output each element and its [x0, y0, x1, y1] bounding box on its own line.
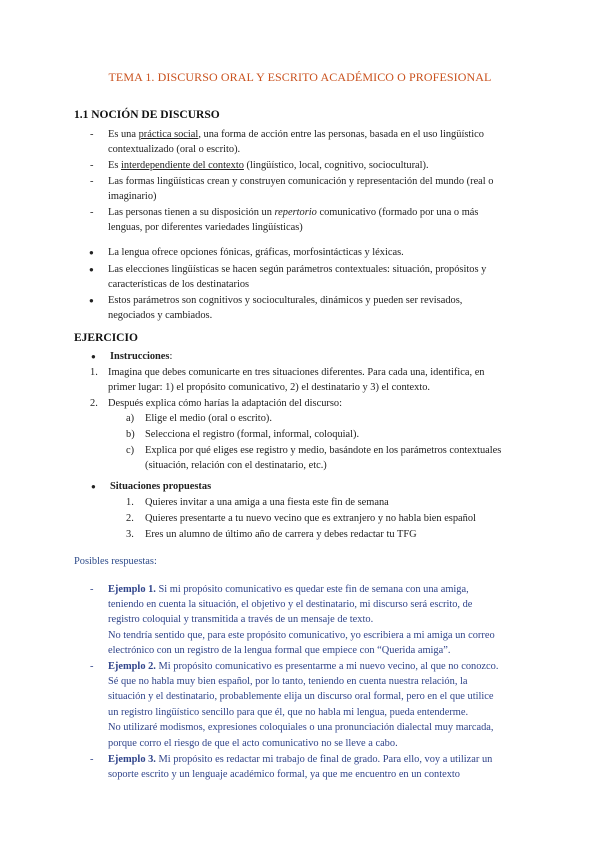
document-title: TEMA 1. DISCURSO ORAL Y ESCRITO ACADÉMICO O PROFESIONAL — [108, 70, 492, 84]
bullet-marker: ● — [89, 296, 94, 305]
dash-marker: - — [90, 160, 94, 171]
dash-item-3-line-2: imaginario) — [108, 191, 157, 202]
dash-item-2-line-1: Es interdependiente del contexto (lingüístico, local, cognitivo, sociocultural). — [108, 160, 429, 171]
bullet-item-3-line-2: negociados y cambiados. — [108, 310, 213, 321]
answer-3-line-1: Ejemplo 3. Mi propósito es redactar mi trabajo de final de grado. Para ello, voy a utilizar un — [108, 754, 493, 765]
answer-2-line-3: situación y el destinatario, probablemente elija un discurso oral formal, pero en el que utilice — [108, 691, 494, 702]
answer-3-line-2: soporte escrito y un lenguaje académico formal, ya que me encuentro en un contexto — [108, 769, 460, 780]
bullet-item-1: La lengua ofrece opciones fónicas, gráficas, morfosintácticas y léxicas. — [108, 247, 404, 258]
bullet-marker: ● — [89, 265, 94, 274]
dash-marker: - — [90, 207, 94, 218]
numbered-item-1-line-2: primer lugar: 1) el propósito comunicativo, 2) el destinatario y 3) el contexto. — [108, 382, 431, 393]
bullet-marker: ● — [91, 482, 96, 491]
bullet-item-2-line-1: Las elecciones lingüísticas se hacen según parámetros contextuales: situación, propósitos y — [108, 264, 487, 275]
list-number: 1. — [90, 367, 98, 378]
answer-1-line-1: Ejemplo 1. Si mi propósito comunicativo es quedar este fin de semana con una amiga, — [108, 584, 469, 595]
dash-marker: - — [90, 129, 94, 140]
dash-marker: - — [90, 176, 94, 187]
situation-1: Quieres invitar a una amiga a una fiesta este fin de semana — [145, 497, 389, 508]
bullet-marker: ● — [89, 248, 94, 257]
answer-1-line-5: electrónico con un registro de la lengua formal que empiece con “Querida amiga”. — [108, 645, 451, 656]
list-number: 3. — [126, 529, 134, 540]
list-letter: c) — [126, 445, 135, 456]
list-number: 1. — [126, 497, 134, 508]
numbered-item-2-line-1: Después explica cómo harías la adaptación del discurso: — [108, 398, 342, 409]
section-heading-nocion: 1.1 NOCIÓN DE DISCURSO — [74, 109, 220, 121]
dash-item-1-line-2: contextualizado (oral o escrito). — [108, 144, 241, 155]
dash-marker: - — [90, 754, 94, 765]
lettered-item-c-line-1: Explica por qué eliges ese registro y medio, basándote en los parámetros contextuales — [145, 445, 502, 456]
list-letter: b) — [126, 429, 135, 440]
answers-heading: Posibles respuestas: — [74, 556, 157, 567]
answer-2-line-6: porque corro el riesgo de que el acto comunicativo no se lleve a cabo. — [108, 738, 398, 749]
bullet-marker: ● — [91, 352, 96, 361]
dash-item-4-line-2: lenguas, por diferentes variedades lingüísticas) — [108, 222, 303, 233]
dash-marker: - — [90, 584, 94, 595]
dash-item-4-line-1: Las personas tienen a su disposición un repertorio comunicativo (formado por una o más — [108, 207, 479, 218]
answer-1-line-4: No tendría sentido que, para este propósito comunicativo, yo escribiera a mi amiga un correo — [108, 630, 495, 641]
bullet-item-3-line-1: Estos parámetros son cognitivos y socioculturales, dinámicos y pueden ser revisados, — [108, 295, 463, 306]
list-letter: a) — [126, 413, 135, 424]
lettered-item-c-line-2: (situación, relación con el destinatario, etc.) — [145, 460, 327, 471]
situations-label: Situaciones propuestas — [110, 481, 212, 492]
situation-3: Eres un alumno de último año de carrera y debes redactar tu TFG — [145, 529, 417, 540]
dash-item-3-line-1: Las formas lingüísticas crean y construyen comunicación y representación del mundo (real o — [108, 176, 494, 187]
answer-2-line-1: Ejemplo 2. Mi propósito comunicativo es presentarme a mi nuevo vecino, al que no conozco. — [108, 661, 499, 672]
lettered-item-a: Elige el medio (oral o escrito). — [145, 413, 272, 424]
situation-2: Quieres presentarte a tu nuevo vecino que es extranjero y no habla bien español — [145, 513, 476, 524]
dash-item-1-line-1: Es una práctica social, una forma de acción entre las personas, basada en el uso lingüístico — [108, 129, 484, 140]
list-number: 2. — [126, 513, 134, 524]
answer-1-line-3: registro coloquial y transmitida a través de un mensaje de texto. — [108, 614, 374, 625]
answer-2-line-4: un registro lingüístico sencillo para que él, que no habla mi lengua, pueda entenderme. — [108, 707, 469, 718]
answer-2-line-2: Sé que no habla muy bien español, por lo tanto, teniendo en cuenta nuestra relación, la — [108, 676, 468, 687]
lettered-item-b: Selecciona el registro (formal, informal, coloquial). — [145, 429, 360, 440]
list-number: 2. — [90, 398, 98, 409]
answer-1-line-2: teniendo en cuenta la situación, el objetivo y el destinatario, mi discurso será escrito, de — [108, 599, 473, 610]
instructions-label: Instrucciones: — [110, 351, 173, 362]
answer-2-line-5: No utilizaré modismos, expresiones coloquiales o una pronunciación dialectal muy marcada, — [108, 722, 494, 733]
bullet-item-2-line-2: características de los destinatarios — [108, 279, 250, 290]
dash-marker: - — [90, 661, 94, 672]
exercise-heading: EJERCICIO — [74, 332, 138, 344]
numbered-item-1-line-1: Imagina que debes comunicarte en tres situaciones diferentes. Para cada una, identifica, en — [108, 367, 485, 378]
